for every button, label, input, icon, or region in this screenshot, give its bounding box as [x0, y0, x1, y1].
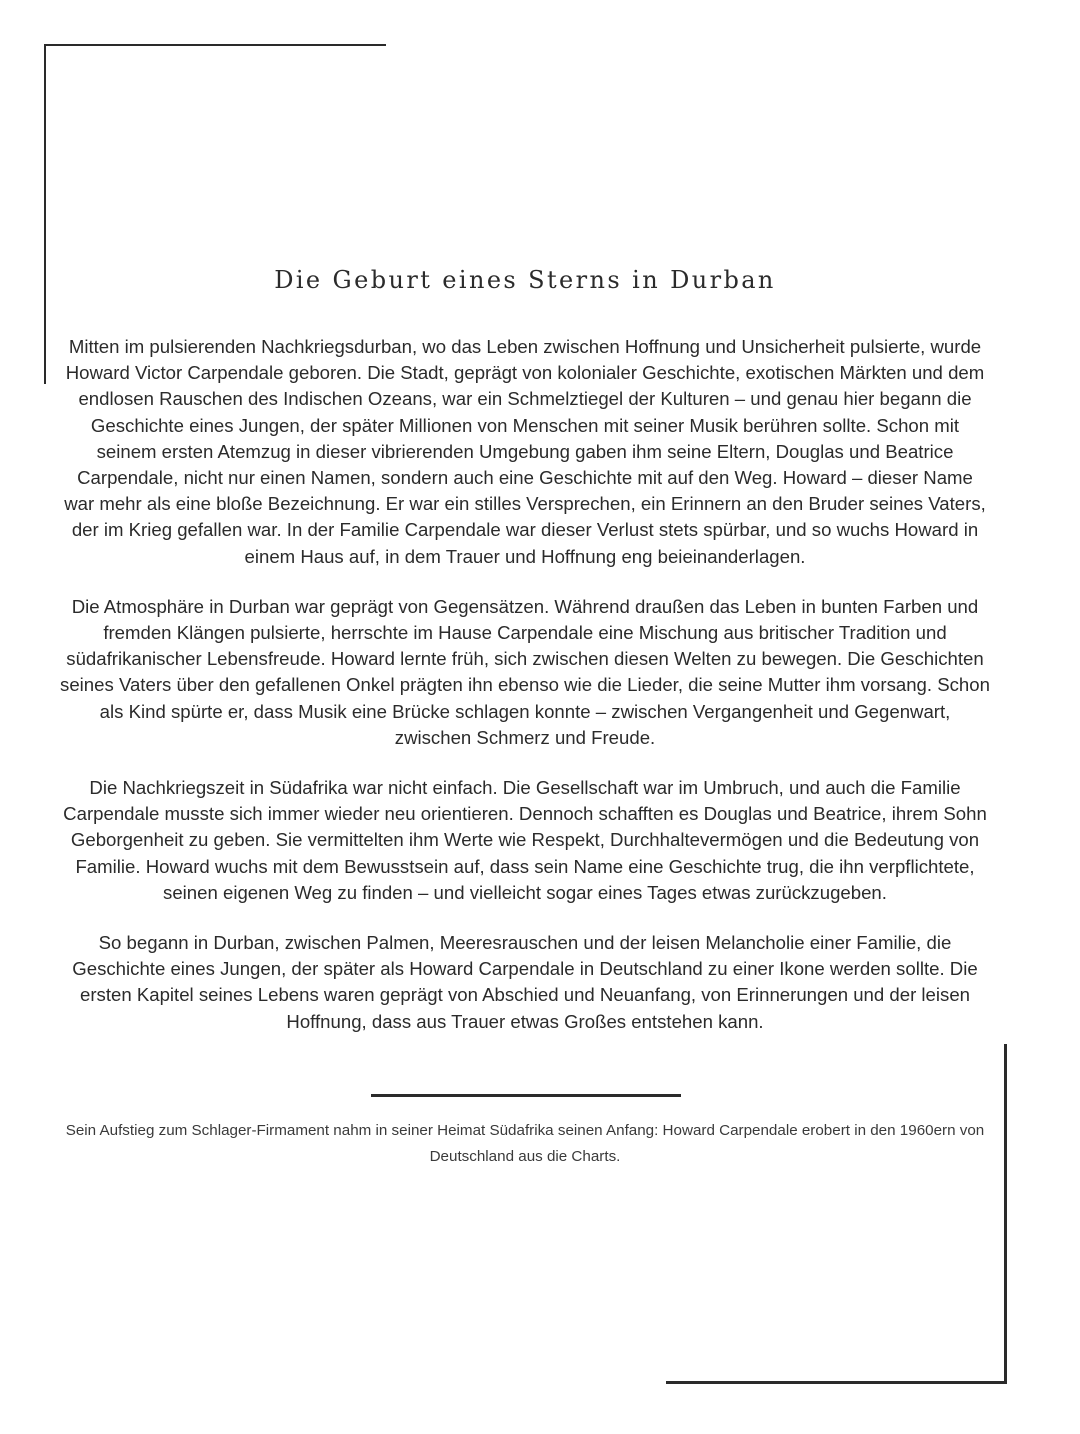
article-title: Die Geburt eines Sterns in Durban [274, 266, 776, 294]
frame-top-left-horizontal [44, 44, 386, 46]
image-caption: Sein Aufstieg zum Schlager-Firmament nahm in seiner Heimat Südafrika seinen Anfang: Howard Carpendale erobert in den 1960ern von Deutschland aus die Charts. [65, 1122, 985, 1165]
separator-line [371, 1094, 681, 1097]
paragraph-1: Mitten im pulsierenden Nachkriegsdurban, wo das Leben zwischen Hoffnung und Unsicherheit pulsierte, wurde Howard Victor Carpendale geboren. Die Stadt, geprägt von kolonialer Geschichte, exotischen Märkten und dem endlosen Rauschen des Indischen Ozeans, war ein Schmelztiegel der Kulturen – und genau hier begann die Geschichte eines Jungen, der später Millionen von Menschen mit seiner Musik berühren sollte. Schon mit seinem ersten Atemzug in dieser vibrierenden Umgebung gaben ihm seine Eltern, Douglas und Beatrice Carpendale, nicht nur einen Namen, sondern auch eine Geschichte mit auf den Weg. Howard – dieser Name war mehr als eine bloße Bezeichnung. Er war ein stilles Versprechen, ein Erinnern an den Bruder seines Vaters, der im Krieg gefallen war. In der Familie Carpendale war dieser Verlust stets spürbar, und so wuchs Howard in einem Haus auf, in dem Trauer und Hoffnung eng beieinanderlagen. [64, 336, 986, 567]
paragraph-3: Die Nachkriegszeit in Südafrika war nicht einfach. Die Gesellschaft war im Umbruch, und auch die Familie Carpendale musste sich immer wieder neu orientieren. Dennoch schafften es Douglas und Beatrice, ihrem Sohn Geborgenheit zu geben. Sie vermittelten ihm Werte wie Respekt, Durchhaltevermögen und die Bedeutung von Familie. Howard wuchs mit dem Bewusstsein auf, dass sein Name eine Geschichte trug, die ihn verpflichtete, seinen eigenen Weg zu finden – und vielleicht sogar eines Tages etwas zurückzugeben. [63, 777, 987, 903]
frame-top-left-vertical [44, 44, 46, 384]
paragraph-4: So begann in Durban, zwischen Palmen, Meeresrauschen und der leisen Melancholie einer Familie, die Geschichte eines Jungen, der später als Howard Carpendale in Deutschland zu einer Ikone werden sollte. Die ersten Kapitel seines Lebens waren geprägt von Abschied und Neuanfang, von Erinnerungen und der leisen Hoffnung, dass aus Trauer etwas Großes entstehen kann. [72, 932, 978, 1032]
paragraph-2: Die Atmosphäre in Durban war geprägt von Gegensätzen. Während draußen das Leben in bunten Farben und fremden Klängen pulsierte, herrschte im Hause Carpendale eine Mischung aus britischer Tradition und südafrikanischer Lebensfreude. Howard lernte früh, sich zwischen diesen Welten zu bewegen. Die Geschichten seines Vaters über den gefallenen Onkel prägten ihn ebenso wie die Lieder, die seine Mutter ihm vorsang. Schon als Kind spürte er, dass Musik eine Brücke schlagen konnte – zwischen Vergangenheit und Gegenwart, zwischen Schmerz und Freude. [60, 595, 990, 748]
frame-bottom-right-horizontal [666, 1381, 1007, 1384]
article-body [60, 334, 990, 1059]
frame-bottom-right-vertical [1004, 1044, 1007, 1384]
